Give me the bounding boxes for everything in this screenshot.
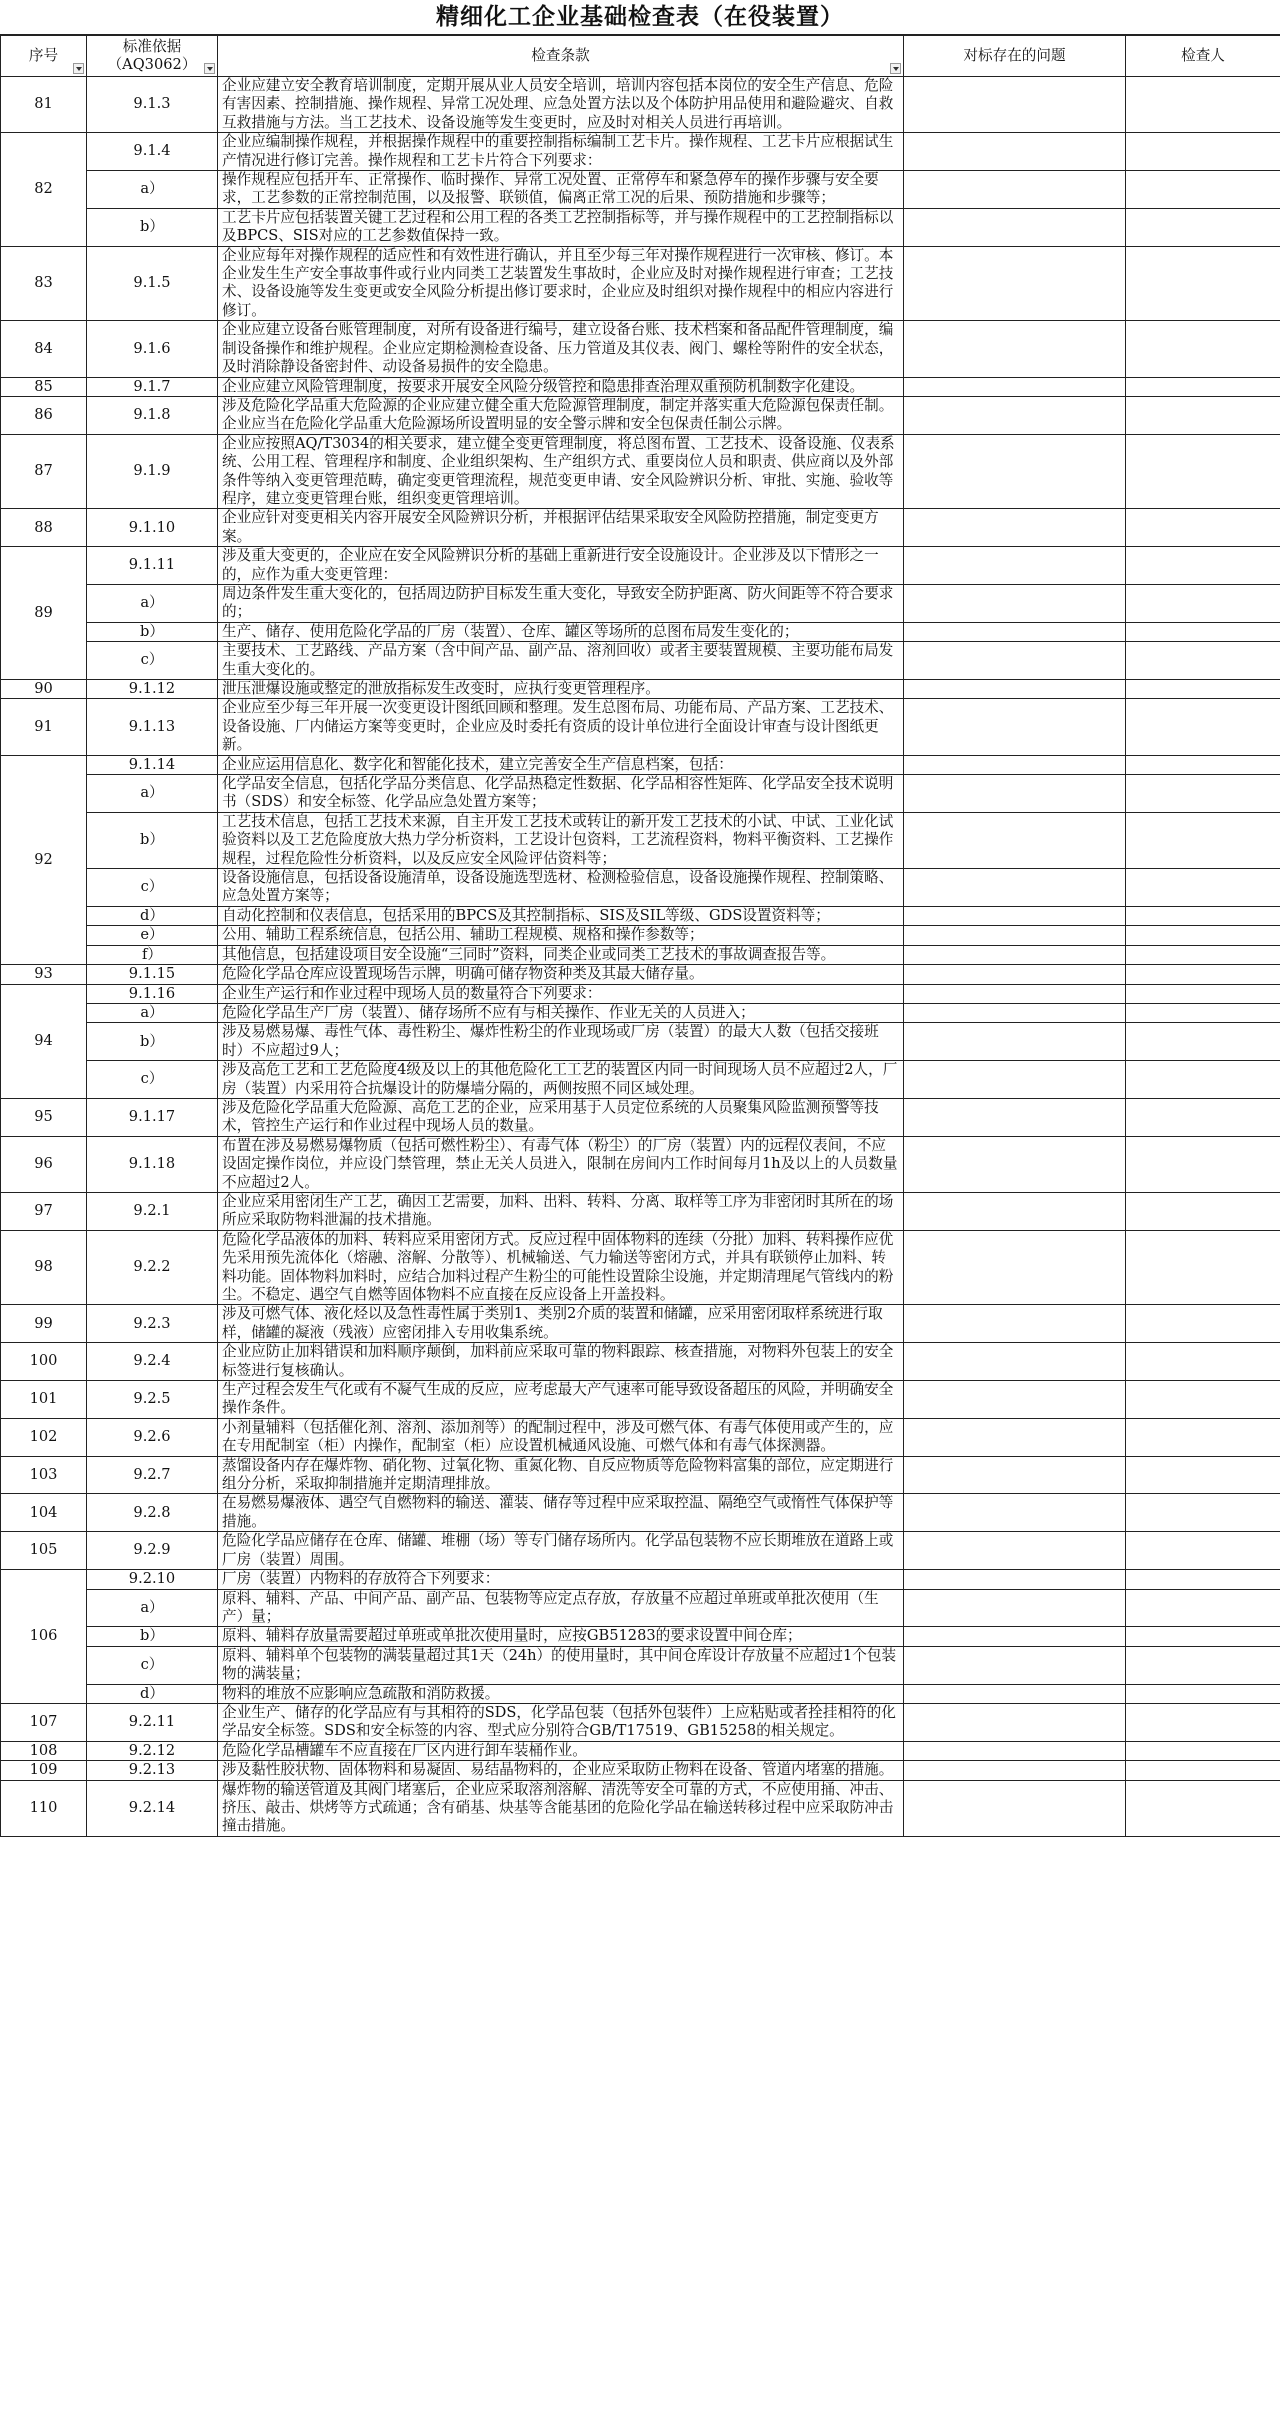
seq-cell[interactable]: 86 <box>1 396 87 434</box>
table-row <box>1 1023 1280 1061</box>
clause-cell[interactable]: 原料、辅料单个包装物的满装量超过其1天（24h）的使用量时，其中间仓库设计存放量不应超过1个包装物的满装量； <box>218 1646 904 1684</box>
basis-cell[interactable]: 9.1.5 <box>87 246 218 321</box>
issues-cell[interactable] <box>904 434 1126 509</box>
seq-cell[interactable]: 101 <box>1 1381 87 1419</box>
issues-cell[interactable] <box>904 1136 1126 1192</box>
seq-cell[interactable]: 106 <box>1 1570 87 1704</box>
table-row <box>1 1418 1280 1456</box>
inspector-cell[interactable] <box>1126 642 1280 680</box>
clause-cell[interactable]: 工艺技术信息，包括工艺技术来源，自主开发工艺技术或转让的新开发工艺技术的小试、中试、工业化试验资料以及工艺危险度放大热力学分析资料，工艺设计包资料，工艺流程资料，物料平衡资料、工艺操作规程，过程危险性分析资料，以及反应安全风险评估资料等； <box>218 812 904 868</box>
clause-cell[interactable]: 企业应采用密闭生产工艺，确因工艺需要，加料、出料、转料、分离、取样等工序为非密闭时其所在的场所应采取防物料泄漏的技术措施。 <box>218 1192 904 1230</box>
basis-cell[interactable]: 9.2.9 <box>87 1532 218 1570</box>
seq-cell[interactable]: 93 <box>1 965 87 984</box>
clause-cell[interactable]: 设备设施信息，包括设备设施清单，设备设施选型选材、检测检验信息，设备设施操作规程、控制策略、应急处置方案等； <box>218 869 904 907</box>
clause-cell[interactable]: 危险化学品应储存在仓库、储罐、堆棚（场）等专门储存场所内。化学品包装物不应长期堆放在道路上或厂房（装置）周围。 <box>218 1532 904 1570</box>
issues-cell[interactable] <box>904 1570 1126 1589</box>
seq-cell[interactable]: 90 <box>1 680 87 699</box>
table-row <box>1 1192 1280 1230</box>
clause-cell[interactable]: 危险化学品仓库应设置现场告示牌，明确可储存物资种类及其最大储存量。 <box>218 965 904 984</box>
issues-cell[interactable] <box>904 775 1126 813</box>
seq-cell[interactable]: 82 <box>1 133 87 246</box>
table-row <box>1 984 1280 1003</box>
inspector-cell[interactable] <box>1126 133 1280 171</box>
basis-cell[interactable]: 9.2.6 <box>87 1418 218 1456</box>
issues-cell[interactable] <box>904 1627 1126 1646</box>
issues-cell[interactable] <box>904 906 1126 925</box>
basis-cell[interactable]: b） <box>87 1627 218 1646</box>
basis-cell[interactable]: 9.1.14 <box>87 755 218 774</box>
inspector-cell[interactable] <box>1126 1627 1280 1646</box>
issues-cell[interactable] <box>904 1494 1126 1532</box>
clause-cell[interactable]: 物料的堆放不应影响应急疏散和消防救援。 <box>218 1684 904 1703</box>
basis-cell[interactable]: c） <box>87 869 218 907</box>
table-row <box>1 945 1280 964</box>
table-row <box>1 1003 1280 1022</box>
table-row <box>1 1646 1280 1684</box>
clause-cell[interactable]: 企业应针对变更相关内容开展安全风险辨识分析，并根据评估结果采取安全风险防控措施，制定变更方案。 <box>218 509 904 547</box>
table-row <box>1 906 1280 925</box>
header-basis-standard: （AQ3062） <box>107 56 197 73</box>
basis-cell[interactable]: 9.1.4 <box>87 133 218 171</box>
seq-cell[interactable]: 107 <box>1 1703 87 1741</box>
seq-cell[interactable]: 87 <box>1 434 87 509</box>
issues-cell[interactable] <box>904 1418 1126 1456</box>
issues-cell[interactable] <box>904 926 1126 945</box>
basis-cell[interactable]: d） <box>87 1684 218 1703</box>
inspector-cell[interactable] <box>1126 622 1280 641</box>
table-row <box>1 509 1280 547</box>
issues-cell[interactable] <box>904 869 1126 907</box>
inspector-cell[interactable] <box>1126 1684 1280 1703</box>
issues-cell[interactable] <box>904 1230 1126 1305</box>
issues-cell[interactable] <box>904 1381 1126 1419</box>
table-row <box>1 1456 1280 1494</box>
header-seq[interactable] <box>1 36 87 77</box>
issues-cell[interactable] <box>904 945 1126 964</box>
sheet-title: 精细化工企业基础检查表（在役装置） <box>0 0 1280 35</box>
clause-cell[interactable]: 小剂量辅料（包括催化剂、溶剂、添加剂等）的配制过程中，涉及可燃气体、有毒气体使用或产生的，应在专用配制室（柜）内操作，配制室（柜）应设置机械通风设施、可燃气体和有毒气体探测器。 <box>218 1418 904 1456</box>
basis-cell[interactable]: b） <box>87 208 218 246</box>
inspector-cell[interactable] <box>1126 965 1280 984</box>
seq-cell[interactable]: 94 <box>1 984 87 1098</box>
inspector-cell[interactable] <box>1126 945 1280 964</box>
table-row <box>1 1532 1280 1570</box>
inspector-cell[interactable] <box>1126 377 1280 396</box>
issues-cell[interactable] <box>904 547 1126 585</box>
table-row <box>1 869 1280 907</box>
inspector-cell[interactable] <box>1126 547 1280 585</box>
inspector-cell[interactable] <box>1126 1381 1280 1419</box>
clause-cell[interactable]: 原料、辅料、产品、中间产品、副产品、包装物等应定点存放，存放量不应超过单班或单批次使用（生产）量； <box>218 1589 904 1627</box>
inspector-cell[interactable] <box>1126 812 1280 868</box>
clause-cell[interactable]: 企业应建立设备台账管理制度，对所有设备进行编号，建立设备台账、技术档案和备品配件管理制度，编制设备操作和维护规程。企业应定期检测检查设备、压力管道及其仪表、阀门、螺栓等附件的安全状态，及时消除静设备密封件、动设备易损件的安全隐患。 <box>218 321 904 377</box>
table-row <box>1 1780 1280 1836</box>
seq-cell[interactable]: 100 <box>1 1343 87 1381</box>
basis-cell[interactable]: 9.1.6 <box>87 321 218 377</box>
issues-cell[interactable] <box>904 642 1126 680</box>
clause-cell[interactable]: 企业应每年对操作规程的适应性和有效性进行确认，并且至少每三年对操作规程进行一次审核、修订。本企业发生生产安全事故事件或行业内同类工艺装置发生事故时，企业应及时对操作规程进行审查；工艺技术、设备设施等发生变更或安全风险分析提出修订要求时，企业应及时组织对操作规程中的相应内容进行修订。 <box>218 246 904 321</box>
header-issues-label: 对标存在的问题 <box>963 46 1066 64</box>
issues-cell[interactable] <box>904 1646 1126 1684</box>
issues-cell[interactable] <box>904 965 1126 984</box>
table-row <box>1 1570 1280 1589</box>
clause-cell[interactable]: 在易燃易爆液体、遇空气自燃物料的输送、灌装、储存等过程中应采取控温、隔绝空气或惰性气体保护等措施。 <box>218 1494 904 1532</box>
clause-cell[interactable]: 企业应至少每三年开展一次变更设计图纸回顾和整理。发生总图布局、功能布局、产品方案、工艺技术、设备设施、厂内储运方案等变更时，企业应及时委托有资质的设计单位进行全面设计审查与设计图纸更新。 <box>218 699 904 755</box>
header-basis-label: 标准依据 <box>122 37 182 55</box>
table-row <box>1 1494 1280 1532</box>
inspector-cell[interactable] <box>1126 699 1280 755</box>
seq-cell[interactable]: 88 <box>1 509 87 547</box>
basis-cell[interactable]: 9.2.2 <box>87 1230 218 1305</box>
table-row <box>1 699 1280 755</box>
clause-cell[interactable]: 周边条件发生重大变化的，包括周边防护目标发生重大变化，导致安全防护距离、防火间距等不符合要求的； <box>218 584 904 622</box>
inspector-cell[interactable] <box>1126 77 1280 133</box>
seq-cell[interactable]: 99 <box>1 1305 87 1343</box>
basis-cell[interactable]: c） <box>87 1061 218 1099</box>
clause-cell[interactable]: 涉及黏性胶状物、固体物料和易凝固、易结晶物料的，企业应采取防止物料在设备、管道内堵塞的措施。 <box>218 1761 904 1780</box>
basis-cell[interactable]: 9.2.13 <box>87 1761 218 1780</box>
table-row <box>1 396 1280 434</box>
basis-cell[interactable]: a） <box>87 584 218 622</box>
basis-cell[interactable]: 9.2.12 <box>87 1741 218 1760</box>
issues-cell[interactable] <box>904 246 1126 321</box>
clause-cell[interactable]: 涉及重大变更的，企业应在安全风险辨识分析的基础上重新进行安全设施设计。企业涉及以下情形之一的，应作为重大变更管理： <box>218 547 904 585</box>
header-basis[interactable] <box>87 36 218 77</box>
table-row <box>1 1305 1280 1343</box>
table-row <box>1 965 1280 984</box>
clause-cell[interactable]: 危险化学品槽罐车不应直接在厂区内进行卸车装桶作业。 <box>218 1741 904 1760</box>
table-row <box>1 321 1280 377</box>
issues-cell[interactable] <box>904 680 1126 699</box>
clause-cell[interactable]: 生产过程会发生气化或有不凝气生成的反应，应考虑最大产气速率可能导致设备超压的风险，并明确安全操作条件。 <box>218 1381 904 1419</box>
clause-cell[interactable]: 泄压泄爆设施或整定的泄放指标发生改变时，应执行变更管理程序。 <box>218 680 904 699</box>
issues-cell[interactable] <box>904 321 1126 377</box>
seq-cell[interactable]: 91 <box>1 699 87 755</box>
issues-cell[interactable] <box>904 1456 1126 1494</box>
inspector-cell[interactable] <box>1126 246 1280 321</box>
basis-cell[interactable]: 9.1.18 <box>87 1136 218 1192</box>
seq-cell[interactable]: 96 <box>1 1136 87 1192</box>
inspector-cell[interactable] <box>1126 1023 1280 1061</box>
basis-cell[interactable]: 9.2.14 <box>87 1780 218 1836</box>
issues-cell[interactable] <box>904 133 1126 171</box>
inspector-cell[interactable] <box>1126 1741 1280 1760</box>
inspector-cell[interactable] <box>1126 1192 1280 1230</box>
header-clause-label: 检查条款 <box>531 46 590 64</box>
inspector-cell[interactable] <box>1126 1646 1280 1684</box>
issues-cell[interactable] <box>904 1703 1126 1741</box>
table-row <box>1 1589 1280 1627</box>
seq-cell[interactable]: 104 <box>1 1494 87 1532</box>
issues-cell[interactable] <box>904 396 1126 434</box>
inspector-cell[interactable] <box>1126 1780 1280 1836</box>
table-row <box>1 133 1280 171</box>
inspector-cell[interactable] <box>1126 396 1280 434</box>
basis-cell[interactable]: 9.2.8 <box>87 1494 218 1532</box>
issues-cell[interactable] <box>904 1192 1126 1230</box>
table-row <box>1 1627 1280 1646</box>
inspector-cell[interactable] <box>1126 1570 1280 1589</box>
seq-cell[interactable]: 109 <box>1 1761 87 1780</box>
inspector-cell[interactable] <box>1126 1532 1280 1570</box>
clause-cell[interactable]: 涉及危险化学品重大危险源的企业应建立健全重大危险源管理制度，制定并落实重大危险源包保责任制。企业应当在危险化学品重大危险源场所设置明显的安全警示牌和安全包保责任制公示牌。 <box>218 396 904 434</box>
inspector-cell[interactable] <box>1126 1703 1280 1741</box>
issues-cell[interactable] <box>904 509 1126 547</box>
clause-cell[interactable]: 公用、辅助工程系统信息，包括公用、辅助工程规模、规格和操作参数等； <box>218 926 904 945</box>
basis-cell[interactable]: 9.2.11 <box>87 1703 218 1741</box>
issues-cell[interactable] <box>904 1023 1126 1061</box>
filter-dropdown-icon[interactable] <box>204 63 215 74</box>
seq-cell[interactable]: 92 <box>1 755 87 964</box>
basis-cell[interactable]: a） <box>87 171 218 209</box>
issues-cell[interactable] <box>904 1305 1126 1343</box>
inspector-cell[interactable] <box>1126 434 1280 509</box>
basis-cell[interactable]: 9.2.4 <box>87 1343 218 1381</box>
issues-cell[interactable] <box>904 377 1126 396</box>
clause-cell[interactable]: 工艺卡片应包括装置关键工艺过程和公用工程的各类工艺控制指标等，并与操作规程中的工艺控制指标以及BPCS、SIS对应的工艺参数值保持一致。 <box>218 208 904 246</box>
basis-cell[interactable]: 9.1.10 <box>87 509 218 547</box>
basis-cell[interactable]: c） <box>87 642 218 680</box>
issues-cell[interactable] <box>904 1684 1126 1703</box>
clause-cell[interactable]: 原料、辅料存放量需要超过单班或单批次使用量时，应按GB51283的要求设置中间仓库； <box>218 1627 904 1646</box>
table-row <box>1 584 1280 622</box>
basis-cell[interactable]: 9.1.17 <box>87 1098 218 1136</box>
header-seq-label: 序号 <box>28 46 59 64</box>
seq-cell[interactable]: 81 <box>1 77 87 133</box>
table-row <box>1 1343 1280 1381</box>
basis-cell[interactable]: a） <box>87 775 218 813</box>
basis-cell[interactable]: 9.1.15 <box>87 965 218 984</box>
clause-cell[interactable]: 蒸馏设备内存在爆炸物、硝化物、过氧化物、重氮化物、自反应物质等危险物料富集的部位，应定期进行组分分析，采取抑制措施并定期清理排放。 <box>218 1456 904 1494</box>
clause-cell[interactable]: 企业应防止加料错误和加料顺序颠倒，加料前应采取可靠的物料跟踪、核查措施，对物料外包装上的安全标签进行复核确认。 <box>218 1343 904 1381</box>
seq-cell[interactable]: 102 <box>1 1418 87 1456</box>
issues-cell[interactable] <box>904 1741 1126 1760</box>
clause-cell[interactable]: 涉及高危工艺和工艺危险度4级及以上的其他危险化工工艺的装置区内同一时间现场人员不应超过2人，厂房（装置）内采用符合抗爆设计的防爆墙分隔的，两侧按照不同区域处理。 <box>218 1061 904 1099</box>
inspector-cell[interactable] <box>1126 1494 1280 1532</box>
inspector-cell[interactable] <box>1126 926 1280 945</box>
clause-cell[interactable]: 企业应建立风险管理制度，按要求开展安全风险分级管控和隐患排查治理双重预防机制数字化建设。 <box>218 377 904 396</box>
inspection-table <box>0 35 1280 1837</box>
inspector-cell[interactable] <box>1126 906 1280 925</box>
issues-cell[interactable] <box>904 584 1126 622</box>
basis-cell[interactable]: 9.1.9 <box>87 434 218 509</box>
table-row <box>1 1761 1280 1780</box>
seq-cell[interactable]: 108 <box>1 1741 87 1760</box>
clause-cell[interactable]: 企业应建立安全教育培训制度，定期开展从业人员安全培训，培训内容包括本岗位的安全生产信息、危险有害因素、控制措施、操作规程、异常工况处理、应急处置方法以及个体防护用品使用和避险避灾、自救互救措施与方法。当工艺技术、设备设施等发生变更时，应及时对相关人员进行再培训。 <box>218 77 904 133</box>
table-row <box>1 926 1280 945</box>
table-row <box>1 680 1280 699</box>
issues-cell[interactable] <box>904 1532 1126 1570</box>
clause-cell[interactable]: 企业生产、储存的化学品应有与其相符的SDS，化学品包装（包括外包装件）上应粘贴或者拴挂相符的化学品安全标签。SDS和安全标签的内容、型式应分别符合GB/T17519、GB15258的相关规定。 <box>218 1703 904 1741</box>
inspector-cell[interactable] <box>1126 1418 1280 1456</box>
inspector-cell[interactable] <box>1126 1589 1280 1627</box>
inspector-cell[interactable] <box>1126 321 1280 377</box>
basis-cell[interactable]: b） <box>87 622 218 641</box>
clause-cell[interactable]: 企业应运用信息化、数字化和智能化技术，建立完善安全生产信息档案，包括： <box>218 755 904 774</box>
clause-cell[interactable]: 危险化学品液体的加料、转料应采用密闭方式。反应过程中固体物料的连续（分批）加料、转料操作应优先采用预先流体化（熔融、溶解、分散等）、机械输送、气力输送等密闭方式，并具有联锁停止加料、转料功能。固体物料加料时，应结合加料过程产生粉尘的可能性设置除尘设施，并定期清理尾气管线内的粉尘。不稳定、遇空气自燃等固体物料不应直接在反应设备上开盖投料。 <box>218 1230 904 1305</box>
clause-cell[interactable]: 布置在涉及易燃易爆物质（包括可燃性粉尘）、有毒气体（粉尘）的厂房（装置）内的远程仪表间，不应设固定操作岗位，并应设门禁管理，禁止无关人员进入，限制在房间内工作时间每月1h及以上的人员数量不应超过2人。 <box>218 1136 904 1192</box>
basis-cell[interactable]: e） <box>87 926 218 945</box>
inspector-cell[interactable] <box>1126 208 1280 246</box>
issues-cell[interactable] <box>904 1589 1126 1627</box>
table-row <box>1 1741 1280 1760</box>
basis-cell[interactable]: a） <box>87 1589 218 1627</box>
clause-cell[interactable]: 其他信息，包括建设项目安全设施“三同时”资料，同类企业或同类工艺技术的事故调查报告等。 <box>218 945 904 964</box>
issues-cell[interactable] <box>904 208 1126 246</box>
basis-cell[interactable]: 9.2.3 <box>87 1305 218 1343</box>
issues-cell[interactable] <box>904 1343 1126 1381</box>
seq-cell[interactable]: 97 <box>1 1192 87 1230</box>
inspector-cell[interactable] <box>1126 1456 1280 1494</box>
inspector-cell[interactable] <box>1126 1305 1280 1343</box>
seq-cell[interactable]: 110 <box>1 1780 87 1836</box>
basis-cell[interactable]: 9.1.3 <box>87 77 218 133</box>
filter-dropdown-icon[interactable] <box>890 63 901 74</box>
seq-cell[interactable]: 85 <box>1 377 87 396</box>
inspector-cell[interactable] <box>1126 509 1280 547</box>
basis-cell[interactable]: 9.1.11 <box>87 547 218 585</box>
clause-cell[interactable]: 企业生产运行和作业过程中现场人员的数量符合下列要求： <box>218 984 904 1003</box>
seq-cell[interactable]: 89 <box>1 547 87 680</box>
inspector-cell[interactable] <box>1126 775 1280 813</box>
issues-cell[interactable] <box>904 1003 1126 1022</box>
issues-cell[interactable] <box>904 171 1126 209</box>
table-row <box>1 547 1280 585</box>
basis-cell[interactable]: b） <box>87 812 218 868</box>
table-row <box>1 1684 1280 1703</box>
issues-cell[interactable] <box>904 1761 1126 1780</box>
table-row <box>1 775 1280 813</box>
clause-cell[interactable]: 厂房（装置）内物料的存放符合下列要求： <box>218 1570 904 1589</box>
basis-cell[interactable]: c） <box>87 1646 218 1684</box>
seq-cell[interactable]: 84 <box>1 321 87 377</box>
table-row <box>1 622 1280 641</box>
basis-cell[interactable]: a） <box>87 1003 218 1022</box>
inspector-cell[interactable] <box>1126 984 1280 1003</box>
table-row <box>1 812 1280 868</box>
seq-cell[interactable]: 95 <box>1 1098 87 1136</box>
issues-cell[interactable] <box>904 812 1126 868</box>
basis-cell[interactable]: 9.1.12 <box>87 680 218 699</box>
header-row <box>1 36 1280 77</box>
table-row <box>1 1098 1280 1136</box>
table-row <box>1 377 1280 396</box>
inspector-cell[interactable] <box>1126 1098 1280 1136</box>
basis-cell[interactable]: f） <box>87 945 218 964</box>
table-row <box>1 1061 1280 1099</box>
clause-cell[interactable]: 自动化控制和仪表信息，包括采用的BPCS及其控制指标、SIS及SIL等级、GDS设置资料等； <box>218 906 904 925</box>
clause-cell[interactable]: 操作规程应包括开车、正常操作、临时操作、异常工况处置、正常停车和紧急停车的操作步骤与安全要求，工艺参数的正常控制范围，以及报警、联锁值，偏离正常工况的后果、预防措施和步骤等； <box>218 171 904 209</box>
table-row <box>1 1230 1280 1305</box>
issues-cell[interactable] <box>904 622 1126 641</box>
seq-cell[interactable]: 83 <box>1 246 87 321</box>
issues-cell[interactable] <box>904 1061 1126 1099</box>
clause-cell[interactable]: 生产、储存、使用危险化学品的厂房（装置）、仓库、罐区等场所的总图布局发生变化的； <box>218 622 904 641</box>
issues-cell[interactable] <box>904 1098 1126 1136</box>
table-row <box>1 208 1280 246</box>
issues-cell[interactable] <box>904 77 1126 133</box>
inspector-cell[interactable] <box>1126 680 1280 699</box>
seq-cell[interactable]: 103 <box>1 1456 87 1494</box>
inspector-cell[interactable] <box>1126 1343 1280 1381</box>
table-row <box>1 434 1280 509</box>
inspector-cell[interactable] <box>1126 1003 1280 1022</box>
table-body <box>1 77 1280 1837</box>
table-row <box>1 1381 1280 1419</box>
clause-cell[interactable]: 化学品安全信息，包括化学品分类信息、化学品热稳定性数据、化学品相容性矩阵、化学品安全技术说明书（SDS）和安全标签、化学品应急处置方案等； <box>218 775 904 813</box>
seq-cell[interactable]: 98 <box>1 1230 87 1305</box>
seq-cell[interactable]: 105 <box>1 1532 87 1570</box>
basis-cell[interactable]: 9.2.5 <box>87 1381 218 1419</box>
issues-cell[interactable] <box>904 1780 1126 1836</box>
table-row <box>1 171 1280 209</box>
clause-cell[interactable]: 涉及可燃气体、液化烃以及急性毒性属于类别1、类别2介质的装置和储罐，应采用密闭取样系统进行取样，储罐的凝液（残液）应密闭排入专用收集系统。 <box>218 1305 904 1343</box>
inspector-cell[interactable] <box>1126 1230 1280 1305</box>
issues-cell[interactable] <box>904 755 1126 774</box>
basis-cell[interactable]: 9.2.10 <box>87 1570 218 1589</box>
basis-cell[interactable]: b） <box>87 1023 218 1061</box>
table-row <box>1 77 1280 133</box>
basis-cell[interactable]: 9.1.13 <box>87 699 218 755</box>
inspector-cell[interactable] <box>1126 755 1280 774</box>
inspector-cell[interactable] <box>1126 1136 1280 1192</box>
table-row <box>1 246 1280 321</box>
issues-cell[interactable] <box>904 984 1126 1003</box>
clause-cell[interactable]: 企业应按照AQ/T3034的相关要求，建立健全变更管理制度，将总图布置、工艺技术、设备设施、仪表系统、公用工程、管理程序和制度、企业组织架构、生产组织方式、重要岗位人员和职责、供应商以及外部条件等纳入变更管理范畴，确定变更管理流程，规范变更申请、安全风险辨识分析、审批、实施、验收等程序，建立变更管理台账，组织变更管理培训。 <box>218 434 904 509</box>
clause-cell[interactable]: 爆炸物的输送管道及其阀门堵塞后，企业应采取溶剂溶解、清洗等安全可靠的方式，不应使用捅、冲击、挤压、敲击、烘烤等方式疏通；含有硝基、炔基等含能基团的危险化学品在输送转移过程中应采取防冲击撞击措施。 <box>218 1780 904 1836</box>
basis-cell[interactable]: 9.1.16 <box>87 984 218 1003</box>
clause-cell[interactable]: 企业应编制操作规程，并根据操作规程中的重要控制指标编制工艺卡片。操作规程、工艺卡片应根据试生产情况进行修订完善。操作规程和工艺卡片符合下列要求： <box>218 133 904 171</box>
clause-cell[interactable]: 涉及易燃易爆、毒性气体、毒性粉尘、爆炸性粉尘的作业现场或厂房（装置）的最大人数（包括交接班时）不应超过9人； <box>218 1023 904 1061</box>
header-clause[interactable] <box>218 36 904 77</box>
inspector-cell[interactable] <box>1126 171 1280 209</box>
header-issues <box>904 36 1126 77</box>
clause-cell[interactable]: 主要技术、工艺路线、产品方案（含中间产品、副产品、溶剂回收）或者主要装置规模、主要功能布局发生重大变化的。 <box>218 642 904 680</box>
clause-cell[interactable]: 涉及危险化学品重大危险源、高危工艺的企业，应采用基于人员定位系统的人员聚集风险监测预警等技术，管控生产运行和作业过程中现场人员的数量。 <box>218 1098 904 1136</box>
issues-cell[interactable] <box>904 699 1126 755</box>
table-row <box>1 1703 1280 1741</box>
inspector-cell[interactable] <box>1126 1061 1280 1099</box>
clause-cell[interactable]: 危险化学品生产厂房（装置）、储存场所不应有与相关操作、作业无关的人员进入； <box>218 1003 904 1022</box>
header-inspector-label: 检查人 <box>1181 46 1225 64</box>
table-row <box>1 755 1280 774</box>
basis-cell[interactable]: 9.1.8 <box>87 396 218 434</box>
table-row <box>1 642 1280 680</box>
inspector-cell[interactable] <box>1126 869 1280 907</box>
header-inspector <box>1126 36 1280 77</box>
basis-cell[interactable]: d） <box>87 906 218 925</box>
basis-cell[interactable]: 9.1.7 <box>87 377 218 396</box>
basis-cell[interactable]: 9.2.1 <box>87 1192 218 1230</box>
inspector-cell[interactable] <box>1126 1761 1280 1780</box>
table-row <box>1 1136 1280 1192</box>
inspector-cell[interactable] <box>1126 584 1280 622</box>
basis-cell[interactable]: 9.2.7 <box>87 1456 218 1494</box>
filter-dropdown-icon[interactable] <box>73 63 84 74</box>
